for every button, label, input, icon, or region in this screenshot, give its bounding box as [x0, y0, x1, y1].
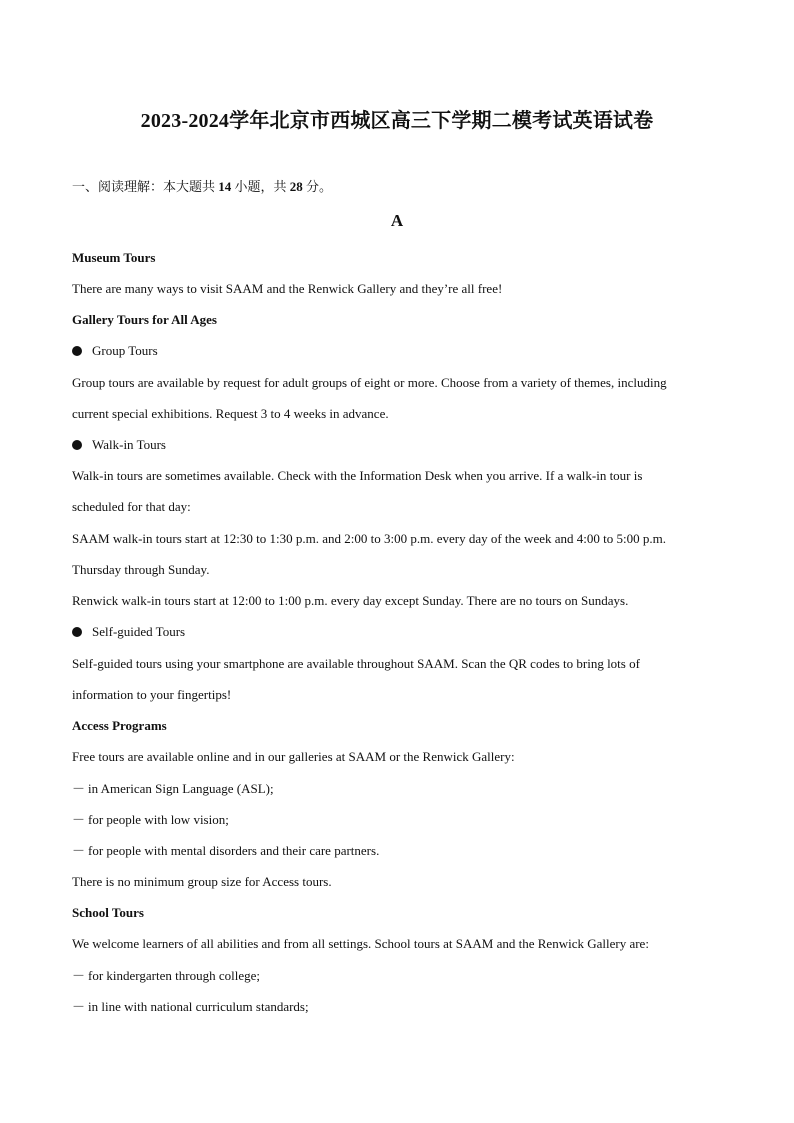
access-item-asl: in American Sign Language (ASL); — [88, 781, 274, 796]
passage-label: A — [390, 211, 404, 230]
saam-walkin-line-1: SAAM walk-in tours start at 12:30 to 1:30 p.m. and 2:00 to 3:00 p.m. every day of the week and 4:00 to 5:00 p.m. — [72, 531, 666, 546]
subheading-group-tours: Group Tours — [92, 343, 158, 358]
dash-glyph: － — [72, 812, 86, 827]
group-desc-line-1: Group tours are available by request for adult groups of eight or more. Choose from a variety of themes, including — [72, 375, 667, 390]
access-list-item — [72, 812, 229, 828]
subheading-self-guided-tours: Self-guided Tours — [92, 624, 186, 639]
dash-glyph: － — [72, 781, 86, 796]
access-note: There is no minimum group size for Access tours. — [72, 874, 332, 889]
saam-walkin-line-2: Thursday through Sunday. — [72, 562, 210, 577]
bullet-walkin-tours — [72, 437, 166, 453]
access-list-item — [72, 781, 274, 797]
question-count: 14 — [218, 179, 232, 194]
renwick-walkin-line: Renwick walk-in tours start at 12:00 to 1:00 p.m. every day except Sunday. There are no tours on Sundays. — [72, 593, 629, 608]
heading-school-tours: School Tours — [72, 905, 144, 920]
total-points: 28 — [289, 179, 303, 194]
group-desc-line-2: current special exhibitions. Request 3 to 4 weeks in advance. — [72, 406, 389, 421]
school-list-item — [72, 968, 260, 984]
walkin-desc-line-2: scheduled for that day: — [72, 499, 191, 514]
heading-gallery-tours: Gallery Tours for All Ages — [72, 312, 217, 327]
self-guided-desc-line-2: information to your fingertips! — [72, 687, 232, 702]
school-item-curriculum: in line with national curriculum standards; — [88, 999, 309, 1014]
dash-glyph: － — [72, 999, 86, 1014]
school-item-kindergarten: for kindergarten through college; — [88, 968, 260, 983]
section-prefix: 一、阅读理解：本大题共 — [72, 179, 219, 194]
heading-museum-tours: Museum Tours — [72, 250, 156, 265]
school-desc: We welcome learners of all abilities and from all settings. School tours at SAAM and the Renwick Gallery are: — [72, 936, 649, 951]
dash-glyph: － — [72, 843, 86, 858]
walkin-desc-line-1: Walk-in tours are sometimes available. Check with the Information Desk when you arrive. If a walk-in tour is — [72, 468, 643, 483]
section-middle: 小题，共 — [231, 179, 290, 194]
access-item-low-vision: for people with low vision; — [88, 812, 229, 827]
exam-title: 2023-2024学年北京市西城区高三下学期二模考试英语试卷 — [140, 110, 654, 132]
subheading-walkin-tours: Walk-in Tours — [92, 437, 166, 452]
section-heading — [72, 176, 332, 195]
intro-text: There are many ways to visit SAAM and the Renwick Gallery and they’re all free! — [72, 281, 503, 296]
bullet-icon — [72, 346, 82, 356]
bullet-group-tours — [72, 343, 158, 359]
dash-glyph: － — [72, 968, 86, 983]
bullet-icon — [72, 627, 82, 637]
access-item-mental-disorders: for people with mental disorders and their care partners. — [88, 843, 380, 858]
bullet-self-guided-tours — [72, 624, 185, 640]
self-guided-desc-line-1: Self-guided tours using your smartphone are available throughout SAAM. Scan the QR codes to bring lots of — [72, 656, 640, 671]
section-suffix: 分。 — [302, 179, 333, 194]
bullet-icon — [72, 440, 82, 450]
access-list-item — [72, 843, 379, 859]
heading-access-programs: Access Programs — [72, 718, 167, 733]
access-desc: Free tours are available online and in our galleries at SAAM or the Renwick Gallery: — [72, 749, 515, 764]
school-list-item — [72, 999, 309, 1015]
